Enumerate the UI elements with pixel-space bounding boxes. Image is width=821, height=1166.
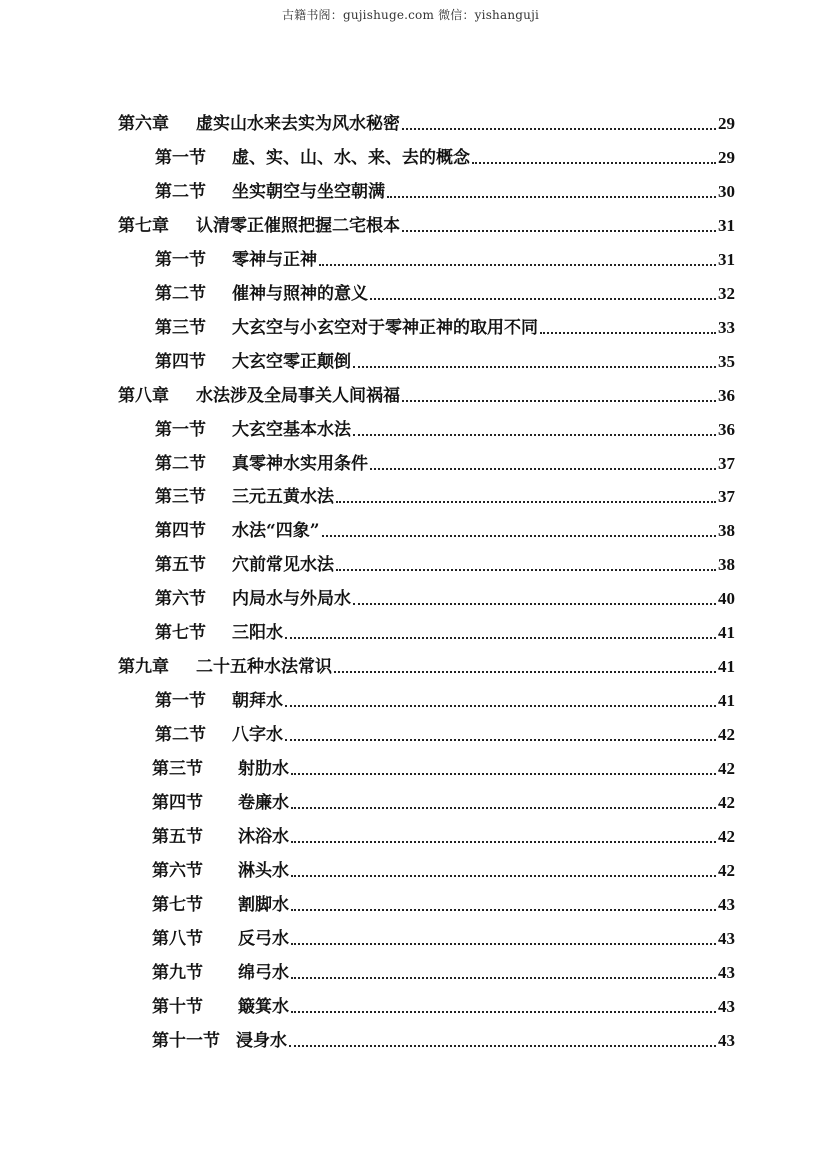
dot-leader xyxy=(540,332,716,334)
dot-leader xyxy=(285,705,716,707)
toc-label: 第三节 xyxy=(155,487,206,507)
toc-page-number: 42 xyxy=(718,793,735,812)
toc-entry-section[interactable] xyxy=(155,410,735,440)
toc-entry-section[interactable] xyxy=(155,138,735,168)
dot-leader xyxy=(289,1045,716,1047)
dot-leader xyxy=(387,196,716,198)
toc-label: 第六节 xyxy=(155,589,206,609)
toc-label: 第六章 xyxy=(118,114,169,134)
toc-entry-section[interactable] xyxy=(155,545,735,575)
toc-title: 零神与正神 xyxy=(232,250,317,270)
toc-page-number: 30 xyxy=(718,182,735,201)
toc-page-number: 41 xyxy=(718,657,735,676)
toc-page-number: 43 xyxy=(718,997,735,1016)
toc-entry-section[interactable] xyxy=(155,579,735,609)
toc-page-number: 43 xyxy=(718,895,735,914)
dot-leader xyxy=(370,468,716,470)
toc-entry-chapter-6[interactable] xyxy=(118,104,735,134)
toc-title: 淋头水 xyxy=(238,861,289,881)
toc-page-number: 37 xyxy=(718,454,735,473)
toc-entry-chapter-8[interactable] xyxy=(118,376,735,406)
toc-page-number: 42 xyxy=(718,827,735,846)
toc-page-number: 42 xyxy=(718,861,735,880)
toc-page-number: 38 xyxy=(718,555,735,574)
toc-page-number: 32 xyxy=(718,284,735,303)
toc-page-number: 38 xyxy=(718,521,735,540)
toc-label: 第十一节 xyxy=(152,1031,220,1051)
toc-title: 朝拜水 xyxy=(232,691,283,711)
toc-label: 第二节 xyxy=(155,454,206,474)
dot-leader xyxy=(334,671,716,673)
toc-title: 八字水 xyxy=(232,725,283,745)
toc-label: 第七节 xyxy=(155,623,206,643)
toc-entry-section[interactable] xyxy=(155,477,735,507)
toc-title: 内局水与外局水 xyxy=(232,589,351,609)
dot-leader xyxy=(353,603,716,605)
toc-title: 坐实朝空与坐空朝满 xyxy=(232,182,385,202)
toc-label: 第二节 xyxy=(155,182,206,202)
toc-title: 认清零正催照把握二宅根本 xyxy=(196,216,400,236)
toc-entry-section[interactable] xyxy=(155,308,735,338)
dot-leader xyxy=(402,128,716,130)
toc-title: 三元五黄水法 xyxy=(232,487,334,507)
toc-entry-section[interactable] xyxy=(152,885,735,915)
toc-label: 第五节 xyxy=(155,555,206,575)
toc-title: 簸箕水 xyxy=(238,997,289,1017)
toc-entry-section[interactable] xyxy=(155,681,735,711)
dot-leader xyxy=(291,875,716,877)
toc-entry-section[interactable] xyxy=(155,172,735,202)
dot-leader xyxy=(336,501,716,503)
toc-title: 二十五种水法常识 xyxy=(196,657,332,677)
toc-entry-section[interactable] xyxy=(152,749,735,779)
toc-page-number: 35 xyxy=(718,352,735,371)
toc-entry-section[interactable] xyxy=(152,851,735,881)
toc-label: 第十节 xyxy=(152,997,203,1017)
dot-leader xyxy=(370,298,716,300)
toc-label: 第五节 xyxy=(152,827,203,847)
toc-title: 虚实山水来去实为风水秘密 xyxy=(196,114,400,134)
toc-page-number: 40 xyxy=(718,589,735,608)
dot-leader xyxy=(353,434,716,436)
toc-entry-section[interactable] xyxy=(155,444,735,474)
dot-leader xyxy=(336,569,716,571)
toc-label: 第一节 xyxy=(155,250,206,270)
toc-label: 第三节 xyxy=(152,759,203,779)
toc-title: 卷廉水 xyxy=(238,793,289,813)
toc-entry-section[interactable] xyxy=(152,1021,735,1051)
toc-page-number: 43 xyxy=(718,929,735,948)
toc-label: 第六节 xyxy=(152,861,203,881)
toc-title: 绵弓水 xyxy=(238,963,289,983)
toc-title: 水法涉及全局事关人间祸福 xyxy=(196,386,400,406)
toc-title: 反弓水 xyxy=(238,929,289,949)
toc-title: 穴前常见水法 xyxy=(232,555,334,575)
toc-entry-section[interactable] xyxy=(155,342,735,372)
toc-entry-section[interactable] xyxy=(155,511,735,541)
toc-entry-chapter-9[interactable] xyxy=(118,647,735,677)
toc-title: 大玄空与小玄空对于零神正神的取用不同 xyxy=(232,318,538,338)
toc-entry-section[interactable] xyxy=(155,274,735,304)
dot-leader xyxy=(285,637,716,639)
toc-label: 第一节 xyxy=(155,420,206,440)
toc-label: 第一节 xyxy=(155,148,206,168)
toc-entry-section[interactable] xyxy=(152,817,735,847)
toc-page-number: 42 xyxy=(718,759,735,778)
dot-leader xyxy=(285,739,716,741)
toc-label: 第四节 xyxy=(155,352,206,372)
toc-label: 第四节 xyxy=(155,521,206,541)
dot-leader xyxy=(402,230,716,232)
dot-leader xyxy=(291,1011,716,1013)
dot-leader xyxy=(353,366,716,368)
toc-label: 第八章 xyxy=(118,386,169,406)
toc-entry-section[interactable] xyxy=(152,783,735,813)
toc-label: 第七节 xyxy=(152,895,203,915)
toc-page-number: 31 xyxy=(718,216,735,235)
toc-label: 第九章 xyxy=(118,657,169,677)
toc-page-number: 36 xyxy=(718,386,735,405)
toc-entry-section[interactable] xyxy=(152,987,735,1017)
toc-page-number: 29 xyxy=(718,148,735,167)
toc-label: 第一节 xyxy=(155,691,206,711)
toc-title: 真零神水实用条件 xyxy=(232,454,368,474)
toc-title: 虚、实、山、水、来、去的概念 xyxy=(232,148,470,168)
toc-entry-section[interactable] xyxy=(155,613,735,643)
page-header-watermark: 古籍书阁：gujishuge.com 微信：yishanguji xyxy=(281,8,540,22)
dot-leader xyxy=(291,773,716,775)
dot-leader xyxy=(291,943,716,945)
dot-leader xyxy=(402,400,716,402)
toc-entry-section[interactable] xyxy=(152,953,735,983)
toc-entry-section[interactable] xyxy=(152,919,735,949)
toc-title: 催神与照神的意义 xyxy=(232,284,368,304)
toc-entry-chapter-7[interactable] xyxy=(118,206,735,236)
toc-page-number: 42 xyxy=(718,725,735,744)
toc-label: 第八节 xyxy=(152,929,203,949)
toc-label: 第九节 xyxy=(152,963,203,983)
toc-title: 水法“四象” xyxy=(232,521,320,541)
toc-title: 浸身水 xyxy=(236,1031,287,1051)
dot-leader xyxy=(291,807,716,809)
dot-leader xyxy=(322,535,716,537)
toc-page-number: 41 xyxy=(718,691,735,710)
toc-page-number: 33 xyxy=(718,318,735,337)
toc-page-number: 43 xyxy=(718,963,735,982)
toc-title: 大玄空零正颠倒 xyxy=(232,352,351,372)
dot-leader xyxy=(319,264,716,266)
toc-page-number: 31 xyxy=(718,250,735,269)
toc-title: 三阳水 xyxy=(232,623,283,643)
dot-leader xyxy=(291,977,716,979)
toc-entry-section[interactable] xyxy=(155,240,735,270)
toc-label: 第四节 xyxy=(152,793,203,813)
toc-page-number: 41 xyxy=(718,623,735,642)
toc-label: 第二节 xyxy=(155,725,206,745)
toc-page-number: 43 xyxy=(718,1031,735,1050)
dot-leader xyxy=(291,841,716,843)
toc-label: 第二节 xyxy=(155,284,206,304)
dot-leader xyxy=(291,909,716,911)
dot-leader xyxy=(472,162,716,164)
toc-title: 大玄空基本水法 xyxy=(232,420,351,440)
toc-page-number: 36 xyxy=(718,420,735,439)
toc-title: 射肋水 xyxy=(238,759,289,779)
toc-label: 第七章 xyxy=(118,216,169,236)
toc-entry-section[interactable] xyxy=(155,715,735,745)
toc-title: 割脚水 xyxy=(238,895,289,915)
toc-page-number: 29 xyxy=(718,114,735,133)
toc-title: 沐浴水 xyxy=(238,827,289,847)
toc-page-number: 37 xyxy=(718,487,735,506)
toc-label: 第三节 xyxy=(155,318,206,338)
